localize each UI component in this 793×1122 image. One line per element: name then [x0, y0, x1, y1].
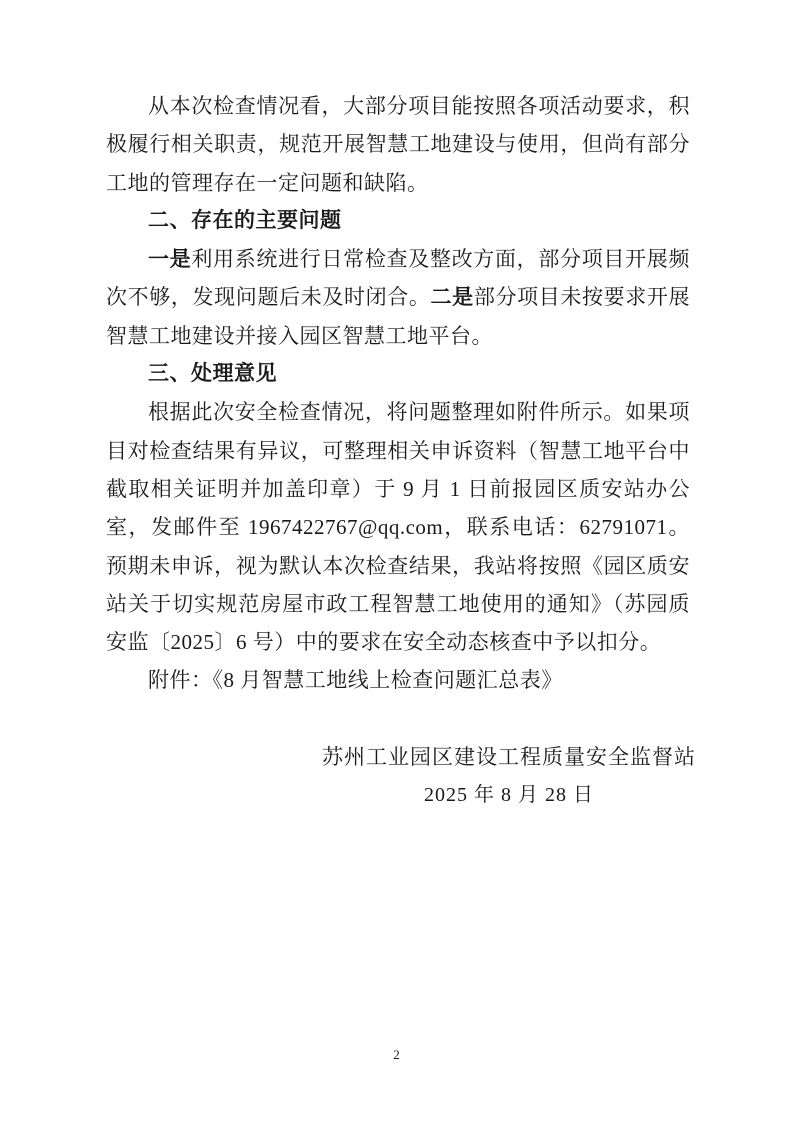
section-heading-problems: 二、存在的主要问题	[148, 208, 342, 232]
bold-run-second-point: 二是	[430, 285, 474, 310]
paragraph-overview: 从本次检查情况看，大部分项目能按照各项活动要求，积极履行相关职责，规范开展智慧工地建设与使用，但尚有部分工地的管理存在一定问题和缺陷。	[106, 94, 690, 195]
section-heading-disposition: 三、处理意见	[148, 362, 277, 386]
issuer-name: 苏州工业园区建设工程质量安全监督站	[322, 744, 696, 769]
paragraph-problems	[106, 240, 690, 355]
bold-run-first-point: 一是	[148, 247, 192, 272]
text-run-second-point: 部分项目未按要求开展智慧工地建设并接入园区智慧工地平台。	[106, 285, 691, 348]
paragraph-disposition: 根据此次安全检查情况，将问题整理如附件所示。如果项目对检查结果有异议，可整理相关申诉资料（智慧工地平台中截取相关证明并加盖印章）于 9 月 1 日前报园区质安站办公室，发邮件至 1967422767@qq.com，联系电话：62791071。预期未申诉，视为默认本次检查结果，我站将按照《园区质安站关于切实规范房屋市政工程智慧工地使用的通知》（苏园质安监〔2025〕6 号）中的要求在安全动态核查中予以扣分。	[106, 400, 690, 655]
issue-date: 2025 年 8 月 28 日	[424, 784, 594, 807]
text-run-first-point: 利用系统进行日常检查及整改方面，部分项目开展频次不够，发现问题后未及时闭合。	[106, 247, 690, 310]
attachment-line: 附件：《8 月智慧工地线上检查问题汇总表》	[148, 668, 563, 693]
document-body	[106, 87, 696, 814]
page-number: 2	[393, 1047, 400, 1062]
signature-block	[322, 738, 696, 815]
